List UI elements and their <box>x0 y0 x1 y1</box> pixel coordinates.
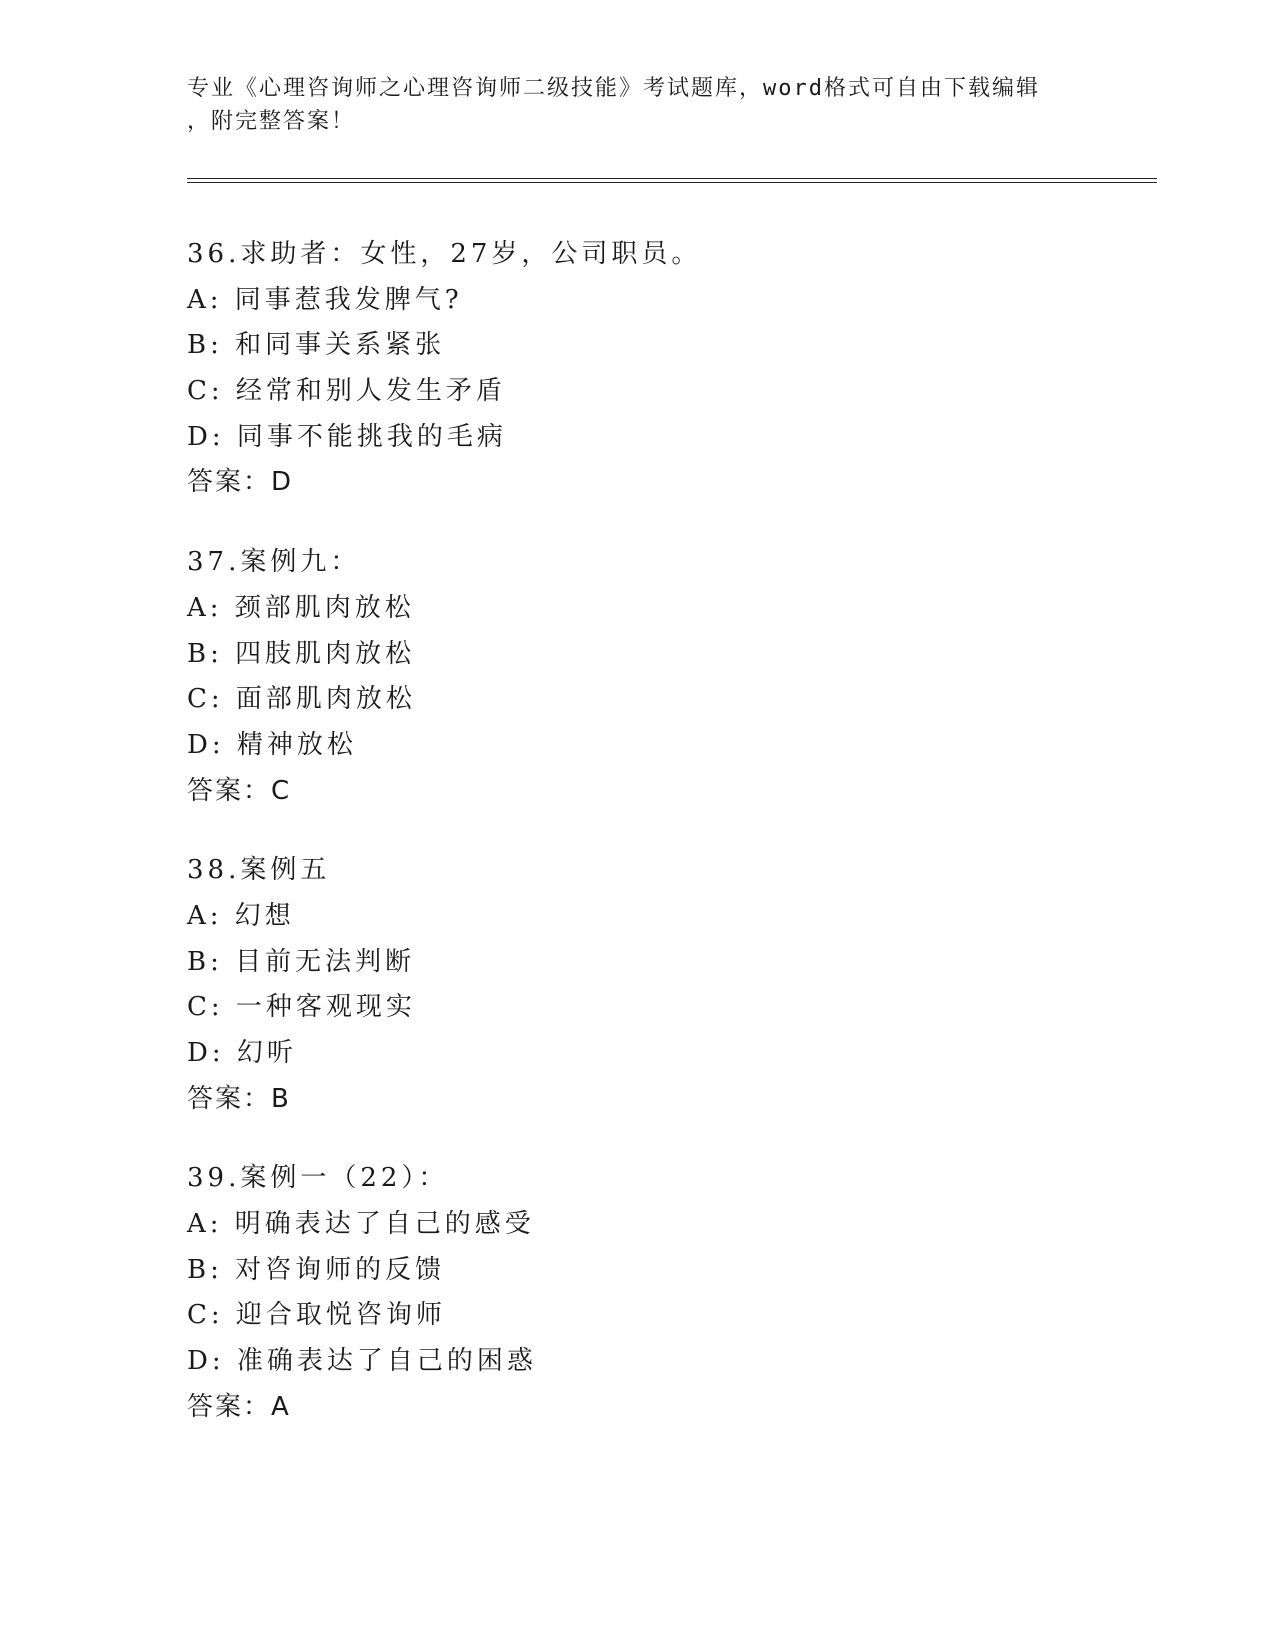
question-39 <box>187 1156 1137 1430</box>
option-a: A: 幻想 <box>187 900 295 931</box>
answer-line: 答案：C <box>187 775 292 806</box>
option-b: B: 对咨询师的反馈 <box>187 1254 446 1285</box>
document-header <box>187 72 1087 138</box>
question-stem: 37.案例九： <box>187 547 361 578</box>
option-d: D: 准确表达了自己的困惑 <box>187 1346 537 1377</box>
option-b: B: 四肢肌肉放松 <box>187 638 416 669</box>
answer-line: 答案：A <box>187 1391 291 1422</box>
question-37 <box>187 540 1137 814</box>
header-line-2: ，附完整答案！ <box>187 109 356 134</box>
question-36 <box>187 232 1137 506</box>
option-c: C: 面部肌肉放松 <box>187 684 416 715</box>
option-a: A: 明确表达了自己的感受 <box>187 1209 535 1240</box>
answer-line: 答案：B <box>187 1083 291 1114</box>
question-38 <box>187 848 1137 1122</box>
question-stem: 38.案例五 <box>187 855 331 886</box>
header-rule-top <box>187 178 1157 179</box>
option-b: B: 目前无法判断 <box>187 946 416 977</box>
question-stem: 36.求助者：女性，27岁，公司职员。 <box>187 239 702 269</box>
option-d: D: 同事不能挑我的毛病 <box>187 421 507 452</box>
answer-line: 答案：D <box>187 467 294 498</box>
option-d: D: 幻听 <box>187 1038 297 1068</box>
option-a: A: 颈部肌肉放松 <box>187 592 415 623</box>
option-a: A: 同事惹我发脾气? <box>187 284 463 315</box>
option-c: C: 迎合取悦咨询师 <box>187 1300 446 1331</box>
option-c: C: 一种客观现实 <box>187 992 416 1023</box>
option-b: B: 和同事关系紧张 <box>187 330 446 361</box>
header-rule-bottom <box>187 182 1157 183</box>
option-c: C: 经常和别人发生矛盾 <box>187 376 506 407</box>
question-list <box>187 232 1137 1465</box>
header-line-1: 专业《心理咨询师之心理咨询师二级技能》考试题库，word格式可自由下载编辑 <box>187 76 1040 101</box>
option-d: D: 精神放松 <box>187 729 357 760</box>
question-stem: 39.案例一（22）： <box>187 1163 449 1194</box>
